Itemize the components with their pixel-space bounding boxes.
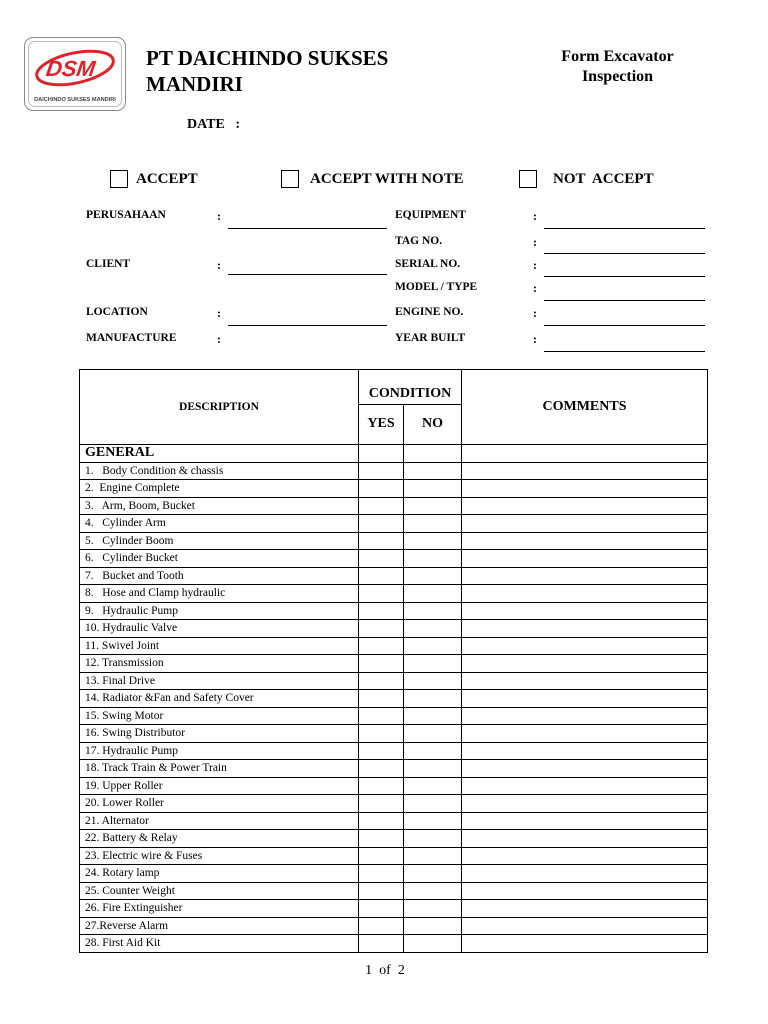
table-row (80, 777, 708, 795)
item-description: 1. Body Condition & chassis (80, 462, 359, 480)
comment-cell[interactable] (462, 480, 708, 498)
company-logo (24, 37, 126, 111)
item-description: 16. Swing Distributor (80, 725, 359, 743)
yes-cell[interactable] (359, 532, 404, 550)
no-cell[interactable] (404, 480, 462, 498)
item-description: 25. Counter Weight (80, 882, 359, 900)
comment-cell[interactable] (462, 655, 708, 673)
yes-cell[interactable] (359, 847, 404, 865)
table-row (80, 760, 708, 778)
table-row (80, 585, 708, 603)
table-row (80, 462, 708, 480)
no-cell[interactable] (404, 550, 462, 568)
inspection-table (79, 369, 708, 953)
no-cell[interactable] (404, 655, 462, 673)
page-indicator: 1 of 2 (365, 963, 405, 978)
table-row (80, 567, 708, 585)
comment-cell[interactable] (462, 830, 708, 848)
table-row (80, 900, 708, 918)
item-description: 5. Cylinder Boom (80, 532, 359, 550)
item-description: 6. Cylinder Bucket (80, 550, 359, 568)
field-label-model-type: MODEL / TYPE (395, 281, 478, 293)
table-row (80, 865, 708, 883)
yes-cell[interactable] (359, 795, 404, 813)
no-cell[interactable] (404, 935, 462, 953)
item-description: 27.Reverse Alarm (80, 917, 359, 935)
field-label-engine-no: ENGINE NO. (395, 306, 464, 318)
comment-cell[interactable] (462, 725, 708, 743)
item-description: 19. Upper Roller (80, 777, 359, 795)
yes-cell[interactable] (359, 462, 404, 480)
yes-cell[interactable] (359, 445, 404, 463)
yes-cell[interactable] (359, 742, 404, 760)
no-cell[interactable] (404, 585, 462, 603)
item-description: 15. Swing Motor (80, 707, 359, 725)
item-description: 18. Track Train & Power Train (80, 760, 359, 778)
no-cell[interactable] (404, 602, 462, 620)
field-label-manufacture: MANUFACTURE (86, 332, 177, 344)
colon: : (533, 281, 537, 295)
colon: : (533, 258, 537, 272)
yes-cell[interactable] (359, 777, 404, 795)
year-built-field[interactable] (544, 351, 705, 352)
field-label-serial-no: SERIAL NO. (395, 258, 461, 270)
item-description: 24. Rotary lamp (80, 865, 359, 883)
no-cell[interactable] (404, 795, 462, 813)
yes-cell[interactable] (359, 830, 404, 848)
colon: : (533, 209, 537, 223)
logo-text: DSM (44, 56, 97, 81)
field-label-perusahaan: PERUSAHAAN (86, 209, 166, 221)
table-row (80, 550, 708, 568)
yes-cell[interactable] (359, 497, 404, 515)
not-accept-checkbox[interactable] (519, 170, 537, 188)
comment-cell[interactable] (462, 935, 708, 953)
item-description: 4. Cylinder Arm (80, 515, 359, 533)
table-row (80, 620, 708, 638)
no-cell[interactable] (404, 690, 462, 708)
no-header: NO (404, 405, 462, 445)
no-cell[interactable] (404, 637, 462, 655)
form-title (540, 47, 695, 87)
no-cell[interactable] (404, 917, 462, 935)
table-row (80, 480, 708, 498)
item-description: 13. Final Drive (80, 672, 359, 690)
colon: : (217, 258, 221, 272)
field-label-year-built: YEAR BUILT (395, 332, 466, 344)
yes-cell[interactable] (359, 672, 404, 690)
no-cell[interactable] (404, 847, 462, 865)
table-row (80, 830, 708, 848)
comment-cell[interactable] (462, 795, 708, 813)
no-cell[interactable] (404, 515, 462, 533)
comment-cell[interactable] (462, 462, 708, 480)
comment-cell[interactable] (462, 445, 708, 463)
colon: : (217, 209, 221, 223)
comment-cell[interactable] (462, 882, 708, 900)
equipment-field[interactable] (544, 228, 705, 229)
yes-cell[interactable] (359, 550, 404, 568)
serial-no-field[interactable] (544, 276, 705, 277)
comment-cell[interactable] (462, 672, 708, 690)
yes-cell[interactable] (359, 480, 404, 498)
model-type-field[interactable] (544, 300, 705, 301)
comment-cell[interactable] (462, 865, 708, 883)
comment-cell[interactable] (462, 777, 708, 795)
yes-cell[interactable] (359, 567, 404, 585)
no-cell[interactable] (404, 462, 462, 480)
section-general: GENERAL (80, 445, 359, 463)
table-row (80, 655, 708, 673)
form-title-line1: Form Excavator (561, 48, 674, 65)
no-cell[interactable] (404, 532, 462, 550)
table-row (80, 637, 708, 655)
item-description: 9. Hydraulic Pump (80, 602, 359, 620)
accept-label: ACCEPT (136, 171, 198, 187)
form-title-line2: Inspection (581, 68, 654, 85)
yes-cell[interactable] (359, 865, 404, 883)
tag-no-field[interactable] (544, 253, 705, 254)
yes-cell[interactable] (359, 602, 404, 620)
yes-cell[interactable] (359, 655, 404, 673)
no-cell[interactable] (404, 865, 462, 883)
yes-cell[interactable] (359, 707, 404, 725)
yes-cell[interactable] (359, 585, 404, 603)
no-cell[interactable] (404, 900, 462, 918)
yes-cell[interactable] (359, 620, 404, 638)
perusahaan-field[interactable] (228, 228, 387, 229)
company-name-line2: MANDIRI (146, 72, 243, 96)
item-description: 28. First Aid Kit (80, 935, 359, 953)
no-cell[interactable] (404, 760, 462, 778)
field-label-tag-no: TAG NO. (395, 235, 443, 247)
table-row (80, 690, 708, 708)
no-cell[interactable] (404, 725, 462, 743)
logo-subtext: DAICHINDO SUKSES MANDIRI (34, 97, 116, 103)
no-cell[interactable] (404, 830, 462, 848)
comment-cell[interactable] (462, 760, 708, 778)
accept-checkbox[interactable] (110, 170, 128, 188)
table-row (80, 812, 708, 830)
no-cell[interactable] (404, 567, 462, 585)
description-header: DESCRIPTION (80, 370, 359, 445)
table-row (80, 515, 708, 533)
item-description: 17. Hydraulic Pump (80, 742, 359, 760)
comments-header: COMMENTS (462, 370, 708, 445)
item-description: 21. Alternator (80, 812, 359, 830)
colon: : (217, 332, 221, 346)
location-field[interactable] (228, 325, 387, 326)
no-cell[interactable] (404, 707, 462, 725)
item-description: 7. Bucket and Tooth (80, 567, 359, 585)
comment-cell[interactable] (462, 707, 708, 725)
item-description: 23. Electric wire & Fuses (80, 847, 359, 865)
colon: : (533, 332, 537, 346)
item-description: 3. Arm, Boom, Bucket (80, 497, 359, 515)
item-description: 8. Hose and Clamp hydraulic (80, 585, 359, 603)
table-row (80, 795, 708, 813)
item-description: 2. Engine Complete (80, 480, 359, 498)
client-field[interactable] (228, 274, 387, 275)
table-row (80, 882, 708, 900)
yes-cell[interactable] (359, 882, 404, 900)
table-row (80, 742, 708, 760)
comment-cell[interactable] (462, 742, 708, 760)
no-cell[interactable] (404, 742, 462, 760)
comment-cell[interactable] (462, 917, 708, 935)
company-name-line1: PT DAICHINDO SUKSES (146, 46, 389, 70)
comment-cell[interactable] (462, 532, 708, 550)
no-cell[interactable] (404, 777, 462, 795)
comment-cell[interactable] (462, 690, 708, 708)
item-description: 14. Radiator &Fan and Safety Cover (80, 690, 359, 708)
item-description: 26. Fire Extinguisher (80, 900, 359, 918)
yes-cell[interactable] (359, 515, 404, 533)
comment-cell[interactable] (462, 847, 708, 865)
colon: : (217, 306, 221, 320)
field-label-location: LOCATION (86, 306, 148, 318)
comment-cell[interactable] (462, 602, 708, 620)
condition-header: CONDITION (359, 370, 462, 405)
yes-cell[interactable] (359, 812, 404, 830)
yes-cell[interactable] (359, 637, 404, 655)
accept-with-note-checkbox[interactable] (281, 170, 299, 188)
engine-no-field[interactable] (544, 325, 705, 326)
yes-cell[interactable] (359, 760, 404, 778)
yes-cell[interactable] (359, 725, 404, 743)
item-description: 22. Battery & Relay (80, 830, 359, 848)
yes-cell[interactable] (359, 917, 404, 935)
table-row (80, 917, 708, 935)
comment-cell[interactable] (462, 497, 708, 515)
comment-cell[interactable] (462, 550, 708, 568)
table-row (80, 707, 708, 725)
comment-cell[interactable] (462, 515, 708, 533)
field-label-equipment: EQUIPMENT (395, 209, 466, 221)
colon: : (533, 235, 537, 249)
yes-cell[interactable] (359, 900, 404, 918)
table-row (80, 602, 708, 620)
yes-cell[interactable] (359, 690, 404, 708)
item-description: 11. Swivel Joint (80, 637, 359, 655)
comment-cell[interactable] (462, 567, 708, 585)
table-row (80, 935, 708, 953)
item-description: 20. Lower Roller (80, 795, 359, 813)
no-cell[interactable] (404, 497, 462, 515)
comment-cell[interactable] (462, 812, 708, 830)
yes-cell[interactable] (359, 935, 404, 953)
accept-with-note-label: ACCEPT WITH NOTE (310, 171, 464, 187)
table-row (80, 497, 708, 515)
no-cell[interactable] (404, 672, 462, 690)
table-row (80, 847, 708, 865)
company-name (146, 45, 446, 97)
item-description: 12. Transmission (80, 655, 359, 673)
comment-cell[interactable] (462, 620, 708, 638)
date-label: DATE : (187, 117, 241, 132)
colon: : (533, 306, 537, 320)
no-cell[interactable] (404, 445, 462, 463)
item-description: 10. Hydraulic Valve (80, 620, 359, 638)
comment-cell[interactable] (462, 585, 708, 603)
table-row (80, 725, 708, 743)
comment-cell[interactable] (462, 900, 708, 918)
yes-header: YES (359, 405, 404, 445)
comment-cell[interactable] (462, 637, 708, 655)
no-cell[interactable] (404, 812, 462, 830)
no-cell[interactable] (404, 620, 462, 638)
table-row (80, 532, 708, 550)
not-accept-label: NOT ACCEPT (553, 171, 654, 187)
field-label-client: CLIENT (86, 258, 131, 270)
table-row (80, 672, 708, 690)
no-cell[interactable] (404, 882, 462, 900)
